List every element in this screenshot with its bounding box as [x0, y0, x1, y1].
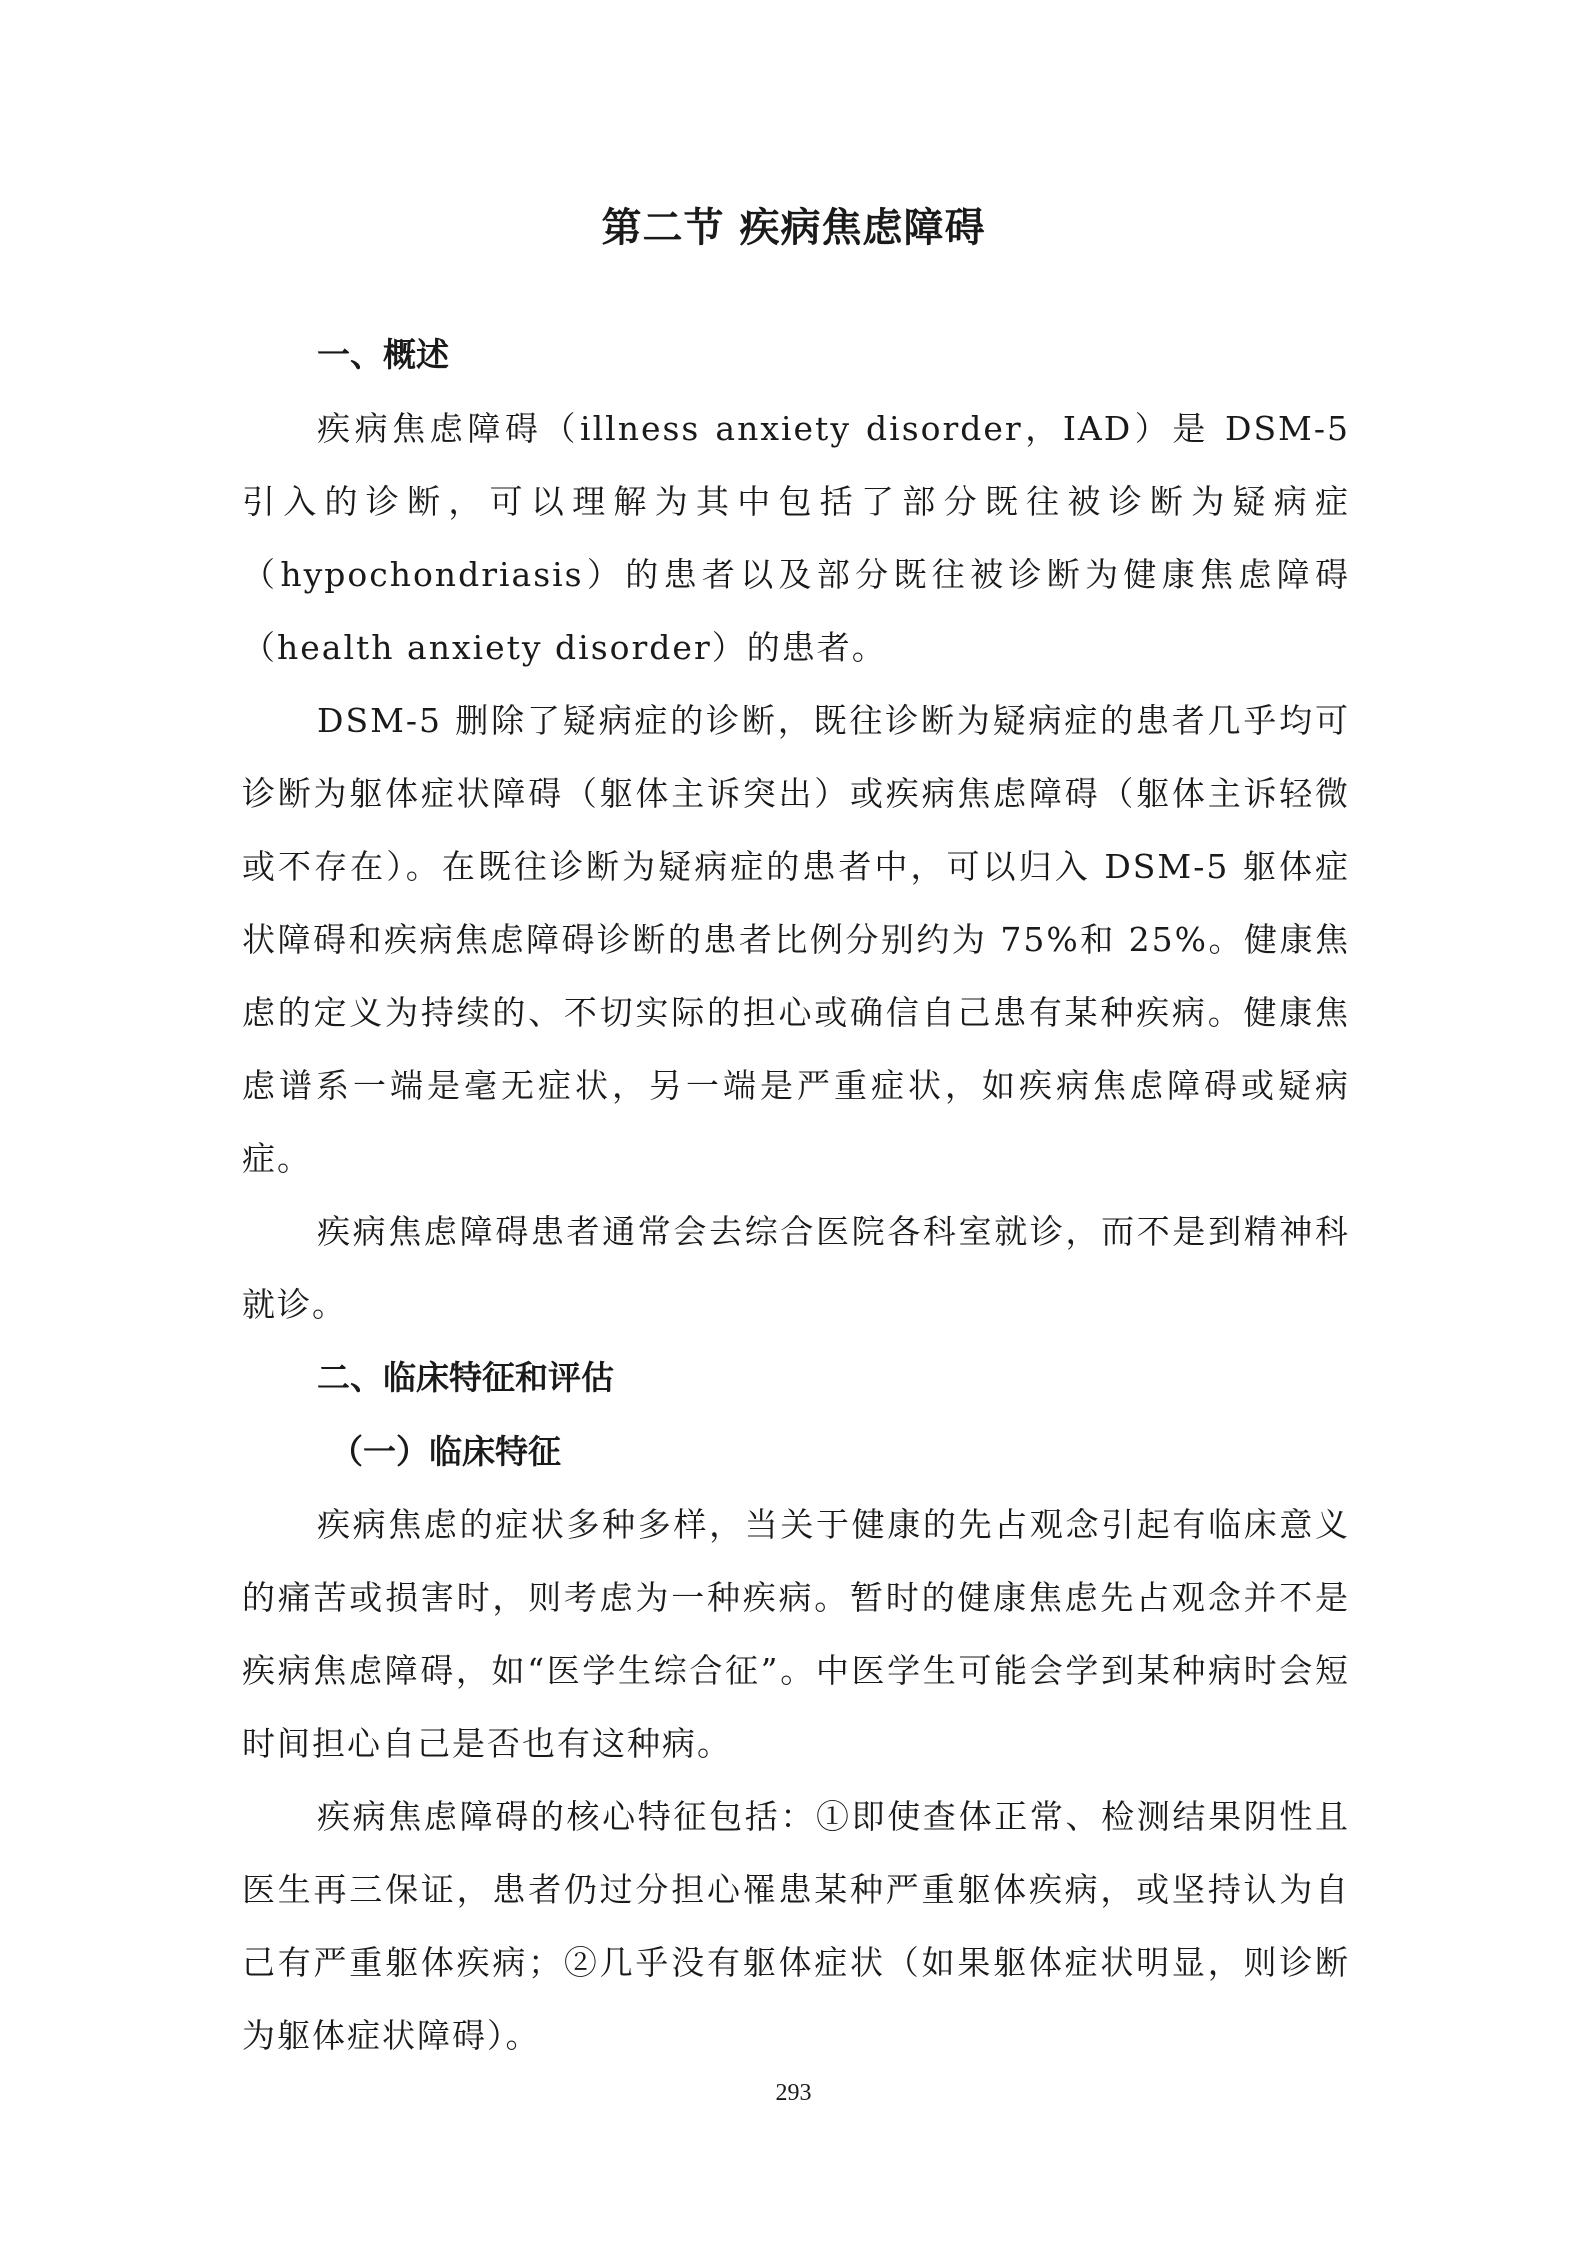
- heading-overview: 一、概述: [317, 335, 449, 374]
- subheading-clinical-features: （一）临床特征: [330, 1432, 561, 1471]
- body-content: [242, 318, 1350, 2072]
- paragraph-dsm5-changes: DSM-5 删除了疑病症的诊断，既往诊断为疑病症的患者几乎均可诊断为躯体症状障碍（躯体主诉突出）或疾病焦虑障碍（躯体主诉轻微或不存在）。在既往诊断为疑病症的患者中，可以归入 DSM-5 躯体症状障碍和疾病焦虑障碍诊断的患者比例分别约为 75%和 25%。健康焦虑的定义为持续的、不切实际的担心或确信自己患有某种疾病。健康焦虑谱系一端是毫无症状，另一端是严重症状，如疾病焦虑障碍或疑病症。: [242, 701, 1350, 1178]
- paragraph-definition: 疾病焦虑障碍（illness anxiety disorder，IAD）是 DSM-5 引入的诊断，可以理解为其中包括了部分既往被诊断为疑病症（hypochondriasis）的患者以及部分既往被诊断为健康焦虑障碍（health anxiety disorder）的患者。: [242, 409, 1350, 667]
- paragraph-general-hospital: 疾病焦虑障碍患者通常会去综合医院各科室就诊，而不是到精神科就诊。: [242, 1212, 1350, 1324]
- paragraph-symptoms: 疾病焦虑的症状多种多样，当关于健康的先占观念引起有临床意义的痛苦或损害时，则考虑为一种疾病。暂时的健康焦虑先占观念并不是疾病焦虑障碍，如“医学生综合征”。中医学生可能会学到某种病时会短时间担心自己是否也有这种病。: [242, 1505, 1350, 1763]
- heading-clinical-features: 二、临床特征和评估: [317, 1358, 614, 1397]
- section-title: 第二节 疾病焦虑障碍: [601, 205, 986, 251]
- page-number: 293: [775, 2080, 812, 2106]
- paragraph-core-features: 疾病焦虑障碍的核心特征包括：①即使查体正常、检测结果阴性且医生再三保证，患者仍过分担心罹患某种严重躯体疾病，或坚持认为自己有严重躯体疾病；②几乎没有躯体症状（如果躯体症状明显，则诊断为躯体症状障碍）。: [242, 1797, 1350, 2055]
